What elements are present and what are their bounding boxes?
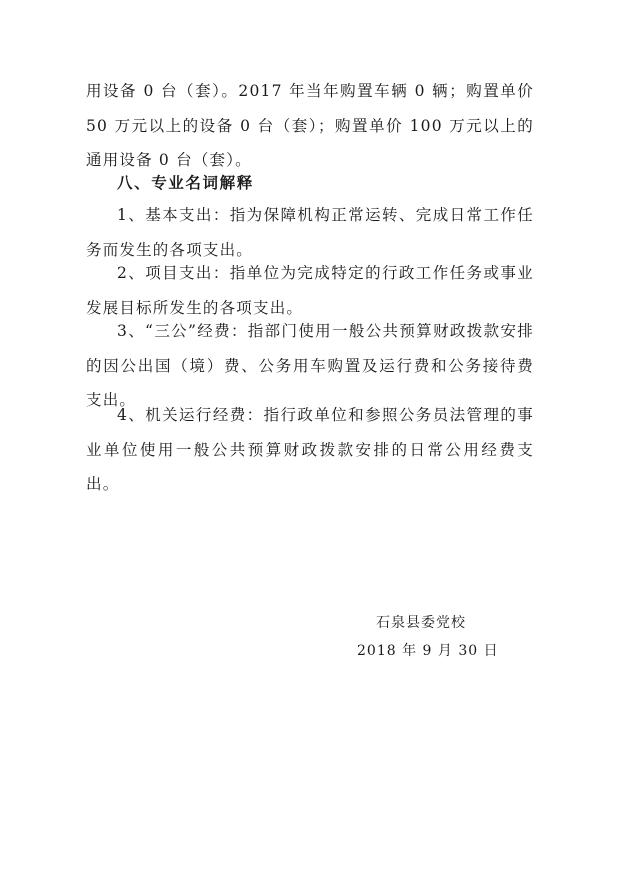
signature-organization: 石泉县委党校 (376, 615, 466, 631)
definition-basic-expenditure: 1、基本支出：指为保障机构正常运转、完成日常工作任务而发生的各项支出。 (86, 206, 534, 259)
signature-date: 2018 年 9 月 30 日 (357, 643, 499, 659)
definition-three-public-expenses: 3、“三公”经费：指部门使用一般公共预算财政拨款安排的因公出国（境）费、公务用车购置及运行费和公务接待费支出。 (86, 322, 534, 409)
continuation-paragraph: 用设备 0 台（套）。2017 年当年购置车辆 0 辆；购置单价 50 万元以上的设备 0 台（套）；购置单价 100 万元以上的通用设备 0 台（套）。 (86, 82, 534, 169)
definition-agency-operating-expenses: 4、机关运行经费：指行政单位和参照公务员法管理的事业单位使用一般公共预算财政拨款安排的日常公用经费支出。 (86, 406, 534, 493)
definition-project-expenditure: 2、项目支出：指单位为完成特定的行政工作任务或事业发展目标所发生的各项支出。 (86, 264, 534, 317)
section-heading: 八、专业名词解释 (117, 173, 254, 192)
